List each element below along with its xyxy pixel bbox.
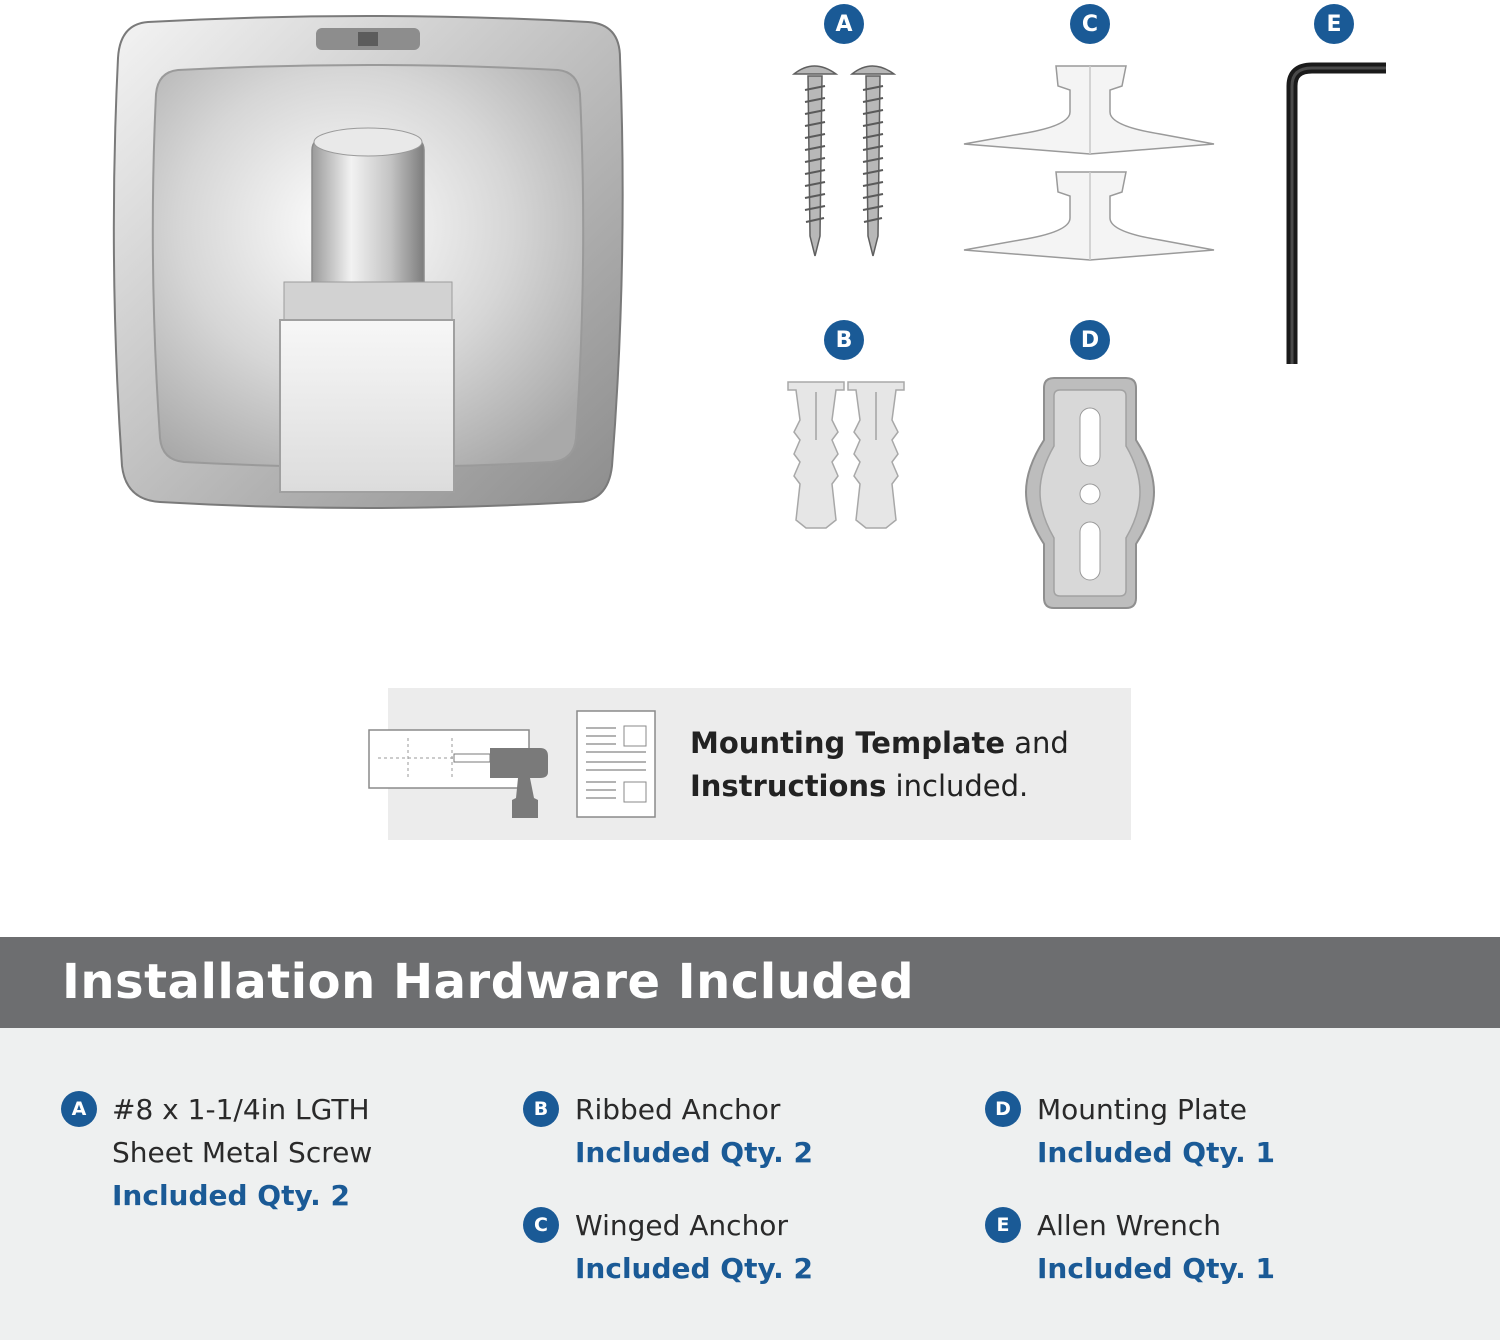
item-qty: Included Qty. 2 — [575, 1252, 814, 1285]
list-item-allen-wrench — [1037, 1204, 1275, 1290]
list-item-screw — [112, 1088, 372, 1217]
label-e-badge: E — [1314, 4, 1354, 44]
item-e-badge: E — [985, 1207, 1021, 1243]
item-name-line2: Sheet Metal Screw — [112, 1136, 373, 1169]
screw-icon — [790, 60, 902, 262]
instructions-included-text: included. — [886, 769, 1029, 803]
item-name: Mounting Plate — [1037, 1093, 1247, 1126]
item-c-badge: C — [523, 1207, 559, 1243]
drill-template-icon — [368, 728, 552, 820]
item-d-badge: D — [985, 1091, 1021, 1127]
robe-hook-image — [108, 14, 628, 510]
list-item-ribbed-anchor — [575, 1088, 813, 1174]
instructions-document-icon — [576, 710, 658, 820]
item-qty: Included Qty. 2 — [112, 1179, 351, 1212]
label-c-badge: C — [1070, 4, 1110, 44]
label-d-badge: D — [1070, 320, 1110, 360]
item-name: Allen Wrench — [1037, 1209, 1222, 1242]
instructions-label: Instructions — [690, 769, 887, 803]
template-and-text: and — [1005, 726, 1069, 760]
list-item-mounting-plate — [1037, 1088, 1275, 1174]
list-item-winged-anchor — [575, 1204, 813, 1290]
label-b-badge: B — [824, 320, 864, 360]
ribbed-anchor-icon — [786, 380, 906, 530]
winged-anchor-icon — [960, 60, 1222, 264]
item-name: #8 x 1-1/4in LGTH — [112, 1093, 370, 1126]
label-a-badge: A — [824, 4, 864, 44]
item-qty: Included Qty. 2 — [575, 1136, 814, 1169]
item-b-badge: B — [523, 1091, 559, 1127]
mounting-template-label: Mounting Template — [690, 726, 1005, 760]
section-title: Installation Hardware Included — [62, 954, 915, 1010]
item-a-badge: A — [61, 1091, 97, 1127]
item-name: Winged Anchor — [575, 1209, 788, 1242]
allen-wrench-icon — [1278, 58, 1390, 370]
item-qty: Included Qty. 1 — [1037, 1252, 1276, 1285]
template-notice-text — [690, 722, 1120, 808]
mounting-plate-icon — [1024, 376, 1156, 612]
item-name: Ribbed Anchor — [575, 1093, 781, 1126]
item-qty: Included Qty. 1 — [1037, 1136, 1276, 1169]
